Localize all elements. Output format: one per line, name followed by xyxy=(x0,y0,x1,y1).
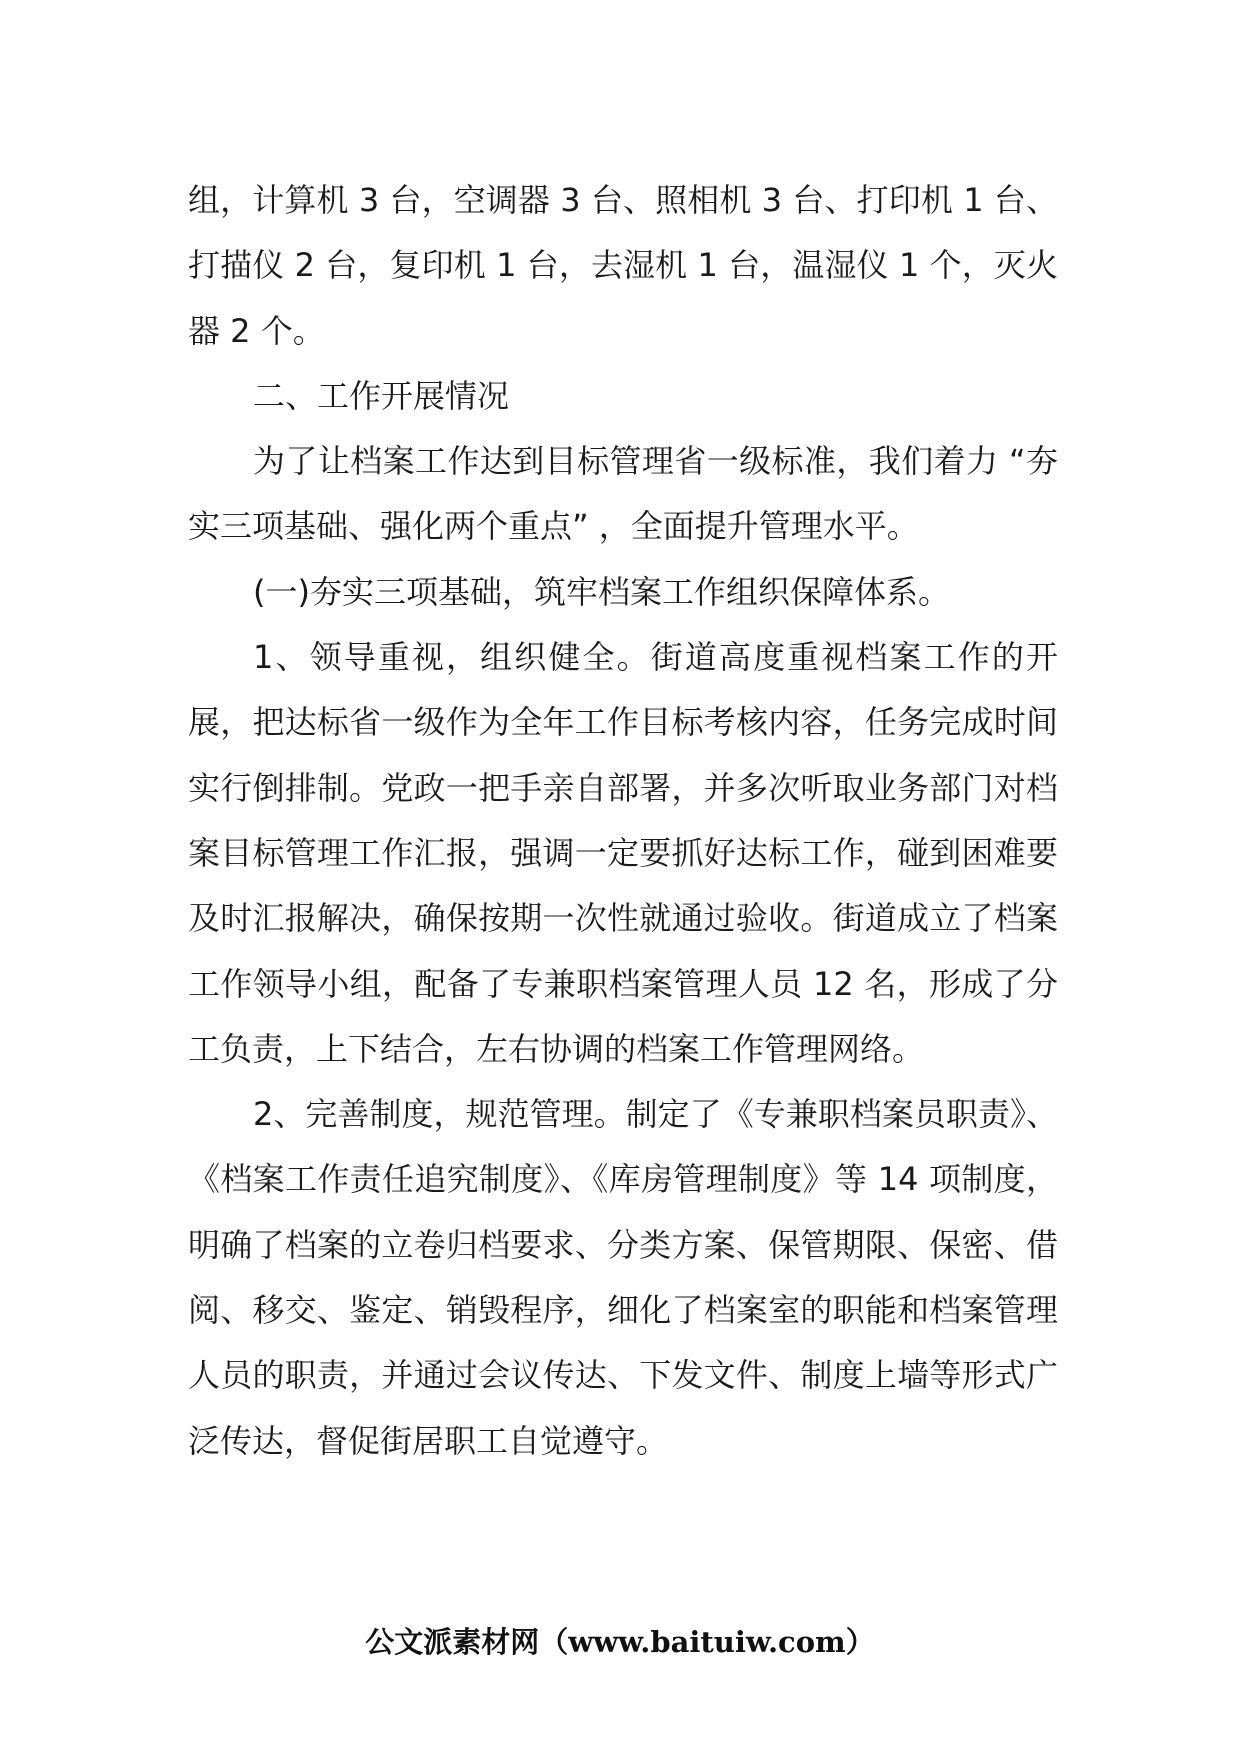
paragraph-item-2: 2、完善制度，规范管理。制定了《专兼职档案员职责》、《档案工作责任追究制度》、《库房管理制度》等 14 项制度，明确了档案的立卷归档要求、分类方案、保管期限、保密、借阅、移交、鉴定、销毁程序，细化了档案室的职能和档案管理人员的职责，并通过会议传达、下发文件、制度上墙等形式广泛传达，督促街居职工自觉遵守。 xyxy=(188,1095,1058,1460)
section-heading-work-progress: 二、工作开展情况 xyxy=(253,376,510,415)
document-body xyxy=(188,168,1058,1474)
subsection-heading-1: (一)夯实三项基础，筑牢档案工作组织保障体系。 xyxy=(253,572,950,611)
footer-watermark-text: 公文派素材网（www.baituiw.com） xyxy=(365,1625,875,1659)
paragraph-intro: 为了让档案工作达到目标管理省一级标准，我们着力 “夯实三项基础、强化两个重点” ，全面提升管理水平。 xyxy=(188,442,1058,546)
paragraph-equipment-list: 组，计算机 3 台，空调器 3 台、照相机 3 台、打印机 1 台、打描仪 2 台，复印机 1 台，去湿机 1 台，温湿仪 1 个，灭火器 2 个。 xyxy=(188,181,1058,350)
paragraph-item-1: 1、领导重视，组织健全。街道高度重视档案工作的开展，把达标省一级作为全年工作目标考核内容，任务完成时间实行倒排制。党政一把手亲自部署，并多次听取业务部门对档案目标管理工作汇报，强调一定要抓好达标工作，碰到困难要及时汇报解决，确保按期一次性就通过验收。街道成立了档案工作领导小组，配备了专兼职档案管理人员 12 名，形成了分工负责，上下结合，左右协调的档案工作管理网络。 xyxy=(188,638,1058,1068)
